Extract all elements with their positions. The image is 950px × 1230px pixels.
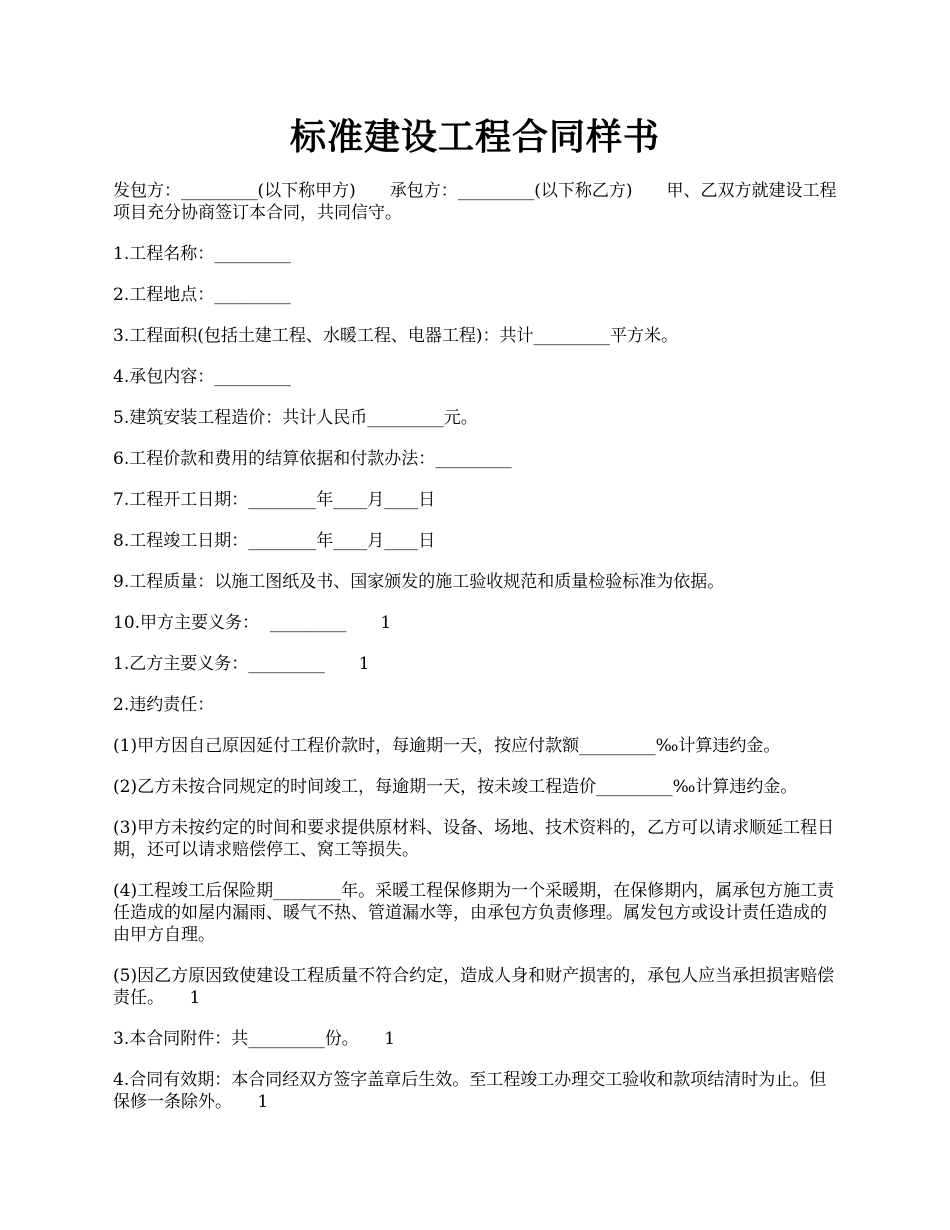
paragraph-project-name: 1.工程名称：_________	[113, 244, 291, 264]
paragraph-project-area: 3.工程面积(包括土建工程、水暖工程、电器工程)：共计_________平方米。	[113, 326, 678, 346]
paragraph-construction-cost: 5.建筑安装工程造价：共计人民币_________元。	[113, 408, 478, 428]
paragraph-completion-date: 8.工程竣工日期：________年____月____日	[113, 531, 436, 551]
paragraph-breach-item-5: (5)因乙方原因致使建设工程质量不符合约定，造成人身和财产损害的，承包人应当承担损害赔偿责任。 1	[113, 966, 835, 1008]
paragraph-parties: 发包方：_________(以下称甲方) 承包方：_________(以下称乙方) 甲、乙双方就建设工程项目充分协商签订本合同，共同信守。	[113, 181, 837, 223]
paragraph-payment-method: 6.工程价款和费用的结算依据和付款办法：_________	[113, 449, 512, 469]
paragraph-breach-item-3: (3)甲方未按约定的时间和要求提供原材料、设备、场地、技术资料的，乙方可以请求顺延工程日期，还可以请求赔偿停工、窝工等损失。	[113, 818, 835, 860]
paragraph-project-location: 2.工程地点：_________	[113, 285, 291, 305]
paragraph-start-date: 7.工程开工日期：________年____月____日	[113, 490, 436, 510]
paragraph-validity: 4.合同有效期：本合同经双方签字盖章后生效。至工程竣工办理交工验收和款项结清时为止。但保修一条除外。 1	[113, 1070, 827, 1112]
paragraph-breach-liability: 2.违约责任：	[113, 695, 215, 715]
document-body	[113, 180, 843, 1132]
paragraph-quality: 9.工程质量：以施工图纸及书、国家颁发的施工验收规范和质量检验标准为依据。	[113, 572, 725, 592]
document-title: 标准建设工程合同样书	[289, 116, 660, 158]
paragraph-attachments: 3.本合同附件：共_________份。 1	[113, 1029, 396, 1049]
paragraph-party-b-obligations: 1.乙方主要义务：_________ 1	[113, 654, 370, 674]
paragraph-contract-scope: 4.承包内容：_________	[113, 367, 291, 387]
paragraph-breach-item-4: (4)工程竣工后保险期________年。采暖工程保修期为一个采暖期，在保修期内，属承包方施工责任造成的如屋内漏雨、暖气不热、管道漏水等，由承包方负责修理。属发包方或设计责任造成的由甲方自理。	[113, 881, 835, 945]
paragraph-breach-item-1: (1)甲方因自己原因延付工程价款时，每逾期一天，按应付款额_________‰计算违约金。	[113, 736, 781, 756]
paragraph-breach-item-2: (2)乙方未按合同规定的时间竣工，每逾期一天，按未竣工程造价_________‰计算违约金。	[113, 777, 798, 797]
paragraph-party-a-obligations: 10.甲方主要义务： _________ 1	[113, 613, 392, 633]
